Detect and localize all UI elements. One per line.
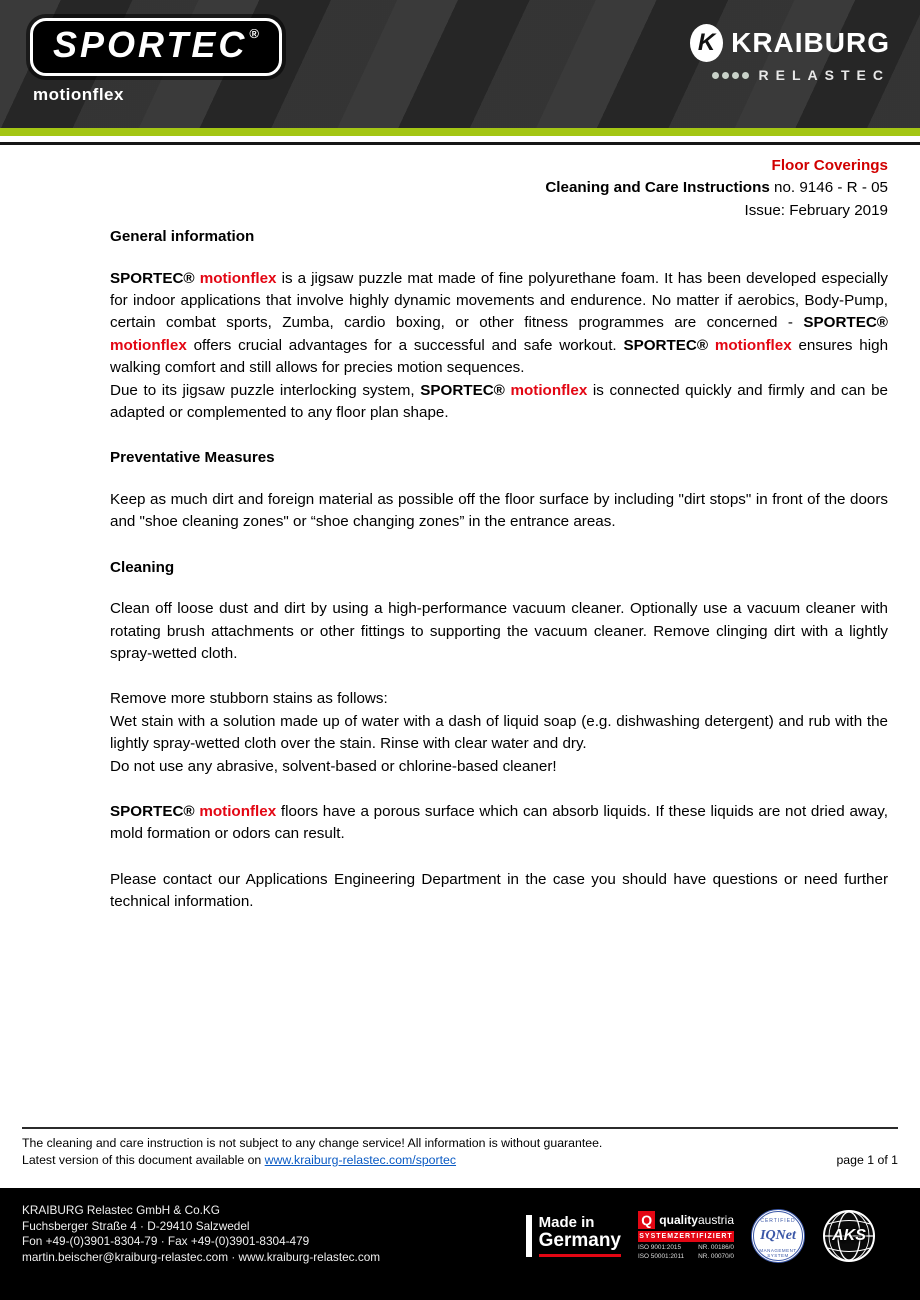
certification-logos [526,1209,876,1263]
systemzertifiziert-band: SYSTEMZERTIFIZIERT [639,1233,733,1240]
paragraph [110,711,888,756]
company-address [22,1203,380,1265]
iqnet-logo [751,1209,805,1263]
latest-version-prefix: Latest version of this document available on [22,1152,265,1167]
body-text: is connected quickly and firmly and can be adapted or complemented to any floor plan shape. [110,381,888,422]
kraiburg-wordmark: KRAIBURG [731,27,890,58]
company-phone: Fon +49-(0)3901-8304-79 · Fax +49-(0)3901-8304-479 [22,1234,310,1249]
paragraph [110,268,888,380]
product-name-text: motionflex [110,336,187,354]
body-text: Keep as much dirt and foreign material as possible off the floor surface by including "dirt stops" in front of the doors and "shoe cleaning zones" or “shoe changing zones” in the entrance areas. [110,490,888,531]
latest-version-text [22,1152,456,1169]
body-text: floors have a porous surface which can absorb liquids. If these liquids are not dried away, mold formation or odors can result. [110,802,888,843]
page-number: page 1 of 1 [836,1152,898,1167]
paragraph [110,801,888,846]
disclaimer-text: The cleaning and care instruction is not subject to any change service! All information is without guarantee. [22,1136,603,1150]
paragraph [110,598,888,665]
paragraph [110,380,888,425]
brand-name-text: SPORTEC® [110,802,200,820]
footer-bar [0,1188,920,1300]
made-in-germany-logo [526,1215,621,1257]
sportec-logo [30,18,282,76]
footnote [22,1127,898,1168]
product-name-label: motionflex [33,85,124,104]
brand-name-text: SPORTEC® [110,269,200,287]
red-underline [539,1254,621,1257]
product-name-text: motionflex [510,381,588,399]
body-text: ensures high walking comfort and still allows for precies motion sequences. [110,336,889,377]
section-heading: Preventative Measures [110,449,275,467]
kraiburg-relastec-logo [690,24,890,83]
document-title-bold: Cleaning and Care Instructions [545,179,770,197]
company-name: KRAIBURG Relastec GmbH & Co.KG [22,1203,220,1217]
product-name-text: motionflex [199,269,277,287]
iqnet-wordmark: IQNet [760,1228,796,1243]
paragraph [110,688,888,710]
quality-austria-logo [638,1211,734,1261]
brand-name-text: SPORTEC® [420,381,511,399]
kraiburg-k-icon [690,24,723,62]
paragraph [110,756,888,778]
issue-date: Issue: February 2019 [744,201,888,219]
green-accent-stripe [0,128,920,136]
body-text: Due to its jigsaw puzzle interlocking system, [110,381,421,399]
document-content [110,226,888,913]
document-header [110,155,888,222]
brand-name-text: SPORTEC® [623,336,715,354]
made-in-label: Made in [538,1214,595,1232]
company-contact: martin.beischer@kraiburg-relastec.com · www.kraiburg-relastec.com [22,1249,381,1264]
sportec-wordmark: SPORTEC [53,24,248,65]
relastec-wordmark: RELASTEC [758,67,890,83]
iqnet-management-label: MANAGEMENT SYSTEM [759,1248,797,1258]
brand-name-text: SPORTEC® [803,314,888,332]
header-banner [0,0,920,128]
document-number: no. 9146 - R - 05 [769,179,888,197]
paragraph [110,869,888,914]
kraiburg-k-letter: K [697,29,716,56]
company-street: Fuchsberger Straße 4 · D-29410 Salzwedel [22,1218,250,1233]
body-text: Please contact our Applications Engineering Department in the case you should have questions or need further technical information. [110,870,888,911]
relastec-dots-icon [712,72,749,79]
body-text: offers crucial advantages for a successful and safe workout. [186,336,624,354]
iso-numbers: ISO 9001:2015 ISO 50001:2011 [638,1244,685,1260]
aks-label: AKS [832,1227,866,1244]
section-heading: Cleaning [110,558,175,576]
body-text: Wet stain with a solution made up of water with a dash of liquid soap (e.g. dishwashing detergent) and rub with the lightly spray-wetted cloth over the stain. Rinse with clear water and dry. [110,712,888,753]
sportec-website-link[interactable]: www.kraiburg-relastec.com/sportec [264,1152,457,1167]
category-label: Floor Coverings [771,157,888,174]
paragraph [110,489,888,534]
iqnet-certified-label: CERTIFIED [760,1218,796,1224]
body-text: Remove more stubborn stains as follows: [110,690,388,708]
german-flag-icon [526,1215,532,1257]
certificate-numbers: NR. 00186/0 NR. 00070/0 [698,1244,734,1260]
body-text: Clean off loose dust and dirt by using a high-performance vacuum cleaner. Optionally use a vacuum cleaner with rotating brush attachments or other fittings to supporting the vacuum cleaner. Remove clinging dirt with a lightly spray-wetted cloth. [110,600,888,662]
registered-mark-icon: ® [249,26,259,41]
quality-austria-wordmark: qualityaustria [659,1213,734,1227]
product-name-text: motionflex [199,802,277,820]
germany-label: Germany [538,1229,621,1251]
quality-austria-q-icon: Q [638,1211,655,1229]
document-body [0,145,920,914]
aks-globe-logo [822,1209,876,1263]
body-text: is a jigsaw puzzle mat made of fine polyurethane foam. It has been developed especially for indoor applications that involve highly dynamic movements and endurence. No matter if aerobics, Body-Pump, certain combat sports, Zumba, cardio boxing, or other fitness programmes are concerned - [110,269,889,332]
section-heading: General information [110,228,255,246]
body-text: Do not use any abrasive, solvent-based or chlorine-based cleaner! [110,757,557,775]
document-title [110,177,888,199]
product-name-text: motionflex [714,336,792,354]
